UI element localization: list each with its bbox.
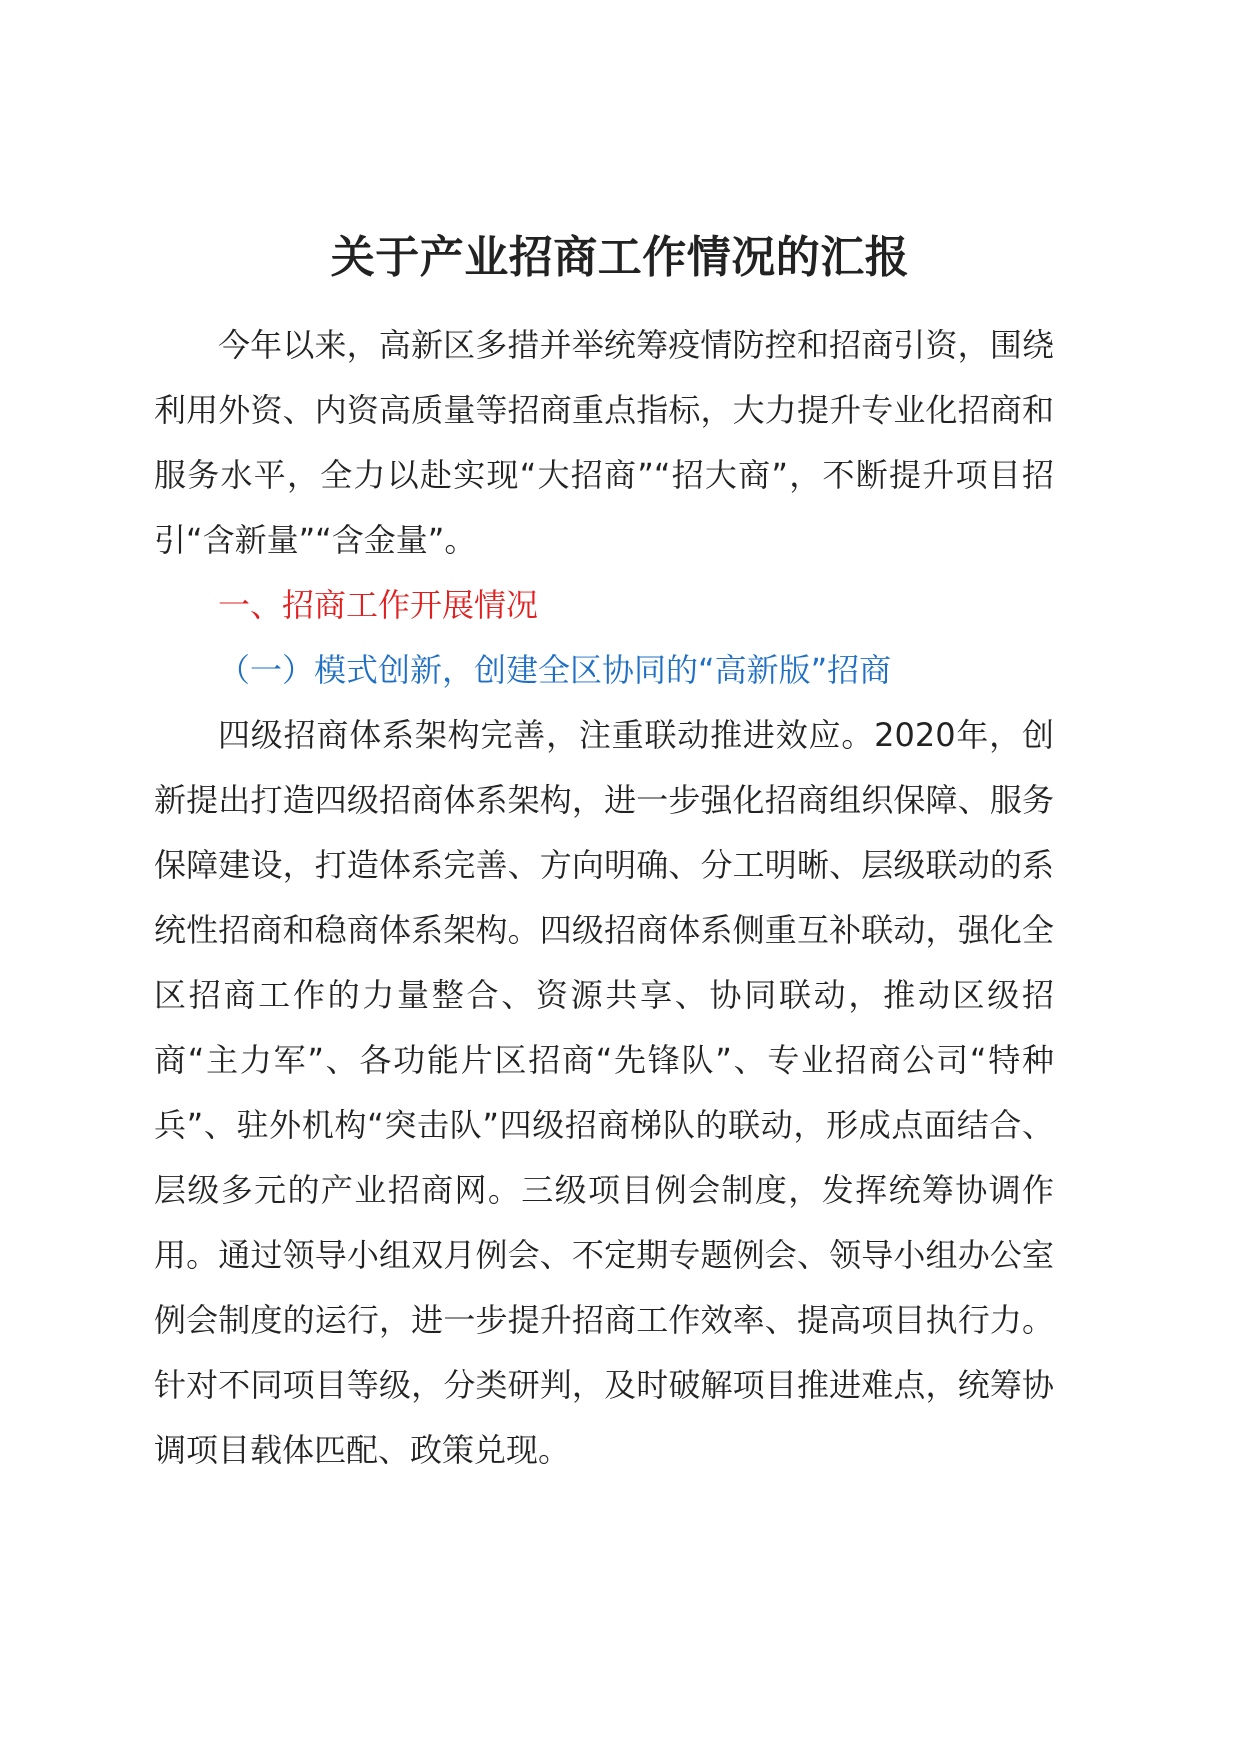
subsection-heading: （一）模式创新，创建全区协同的“高新版”招商 [218,651,892,689]
section-heading: 一、招商工作开展情况 [218,586,539,624]
document-title: 关于产业招商工作情况的汇报 [330,232,910,283]
document-body [154,313,1054,1483]
intro-paragraph: 今年以来，高新区多措并举统筹疫情防控和招商引资，围绕利用外资、内资高质量等招商重点指标，大力提升专业化招商和服务水平，全力以赴实现“大招商”“招大商”，不断提升项目招引“含新量”“含金量”。 [154,326,1054,559]
body-paragraph: 四级招商体系架构完善，注重联动推进效应。2020年，创新提出打造四级招商体系架构，进一步强化招商组织保障、服务保障建设，打造体系完善、方向明确、分工明晰、层级联动的系统性招商和稳商体系架构。四级招商体系侧重互补联动，强化全区招商工作的力量整合、资源共享、协同联动，推动区级招商“主力军”、各功能片区招商“先锋队”、专业招商公司“特种兵”、驻外机构“突击队”四级招商梯队的联动，形成点面结合、层级多元的产业招商网。三级项目例会制度，发挥统筹协调作用。通过领导小组双月例会、不定期专题例会、领导小组办公室例会制度的运行，进一步提升招商工作效率、提高项目执行力。针对不同项目等级，分类研判，及时破解项目推进难点，统筹协调项目载体匹配、政策兑现。 [154,716,1054,1469]
